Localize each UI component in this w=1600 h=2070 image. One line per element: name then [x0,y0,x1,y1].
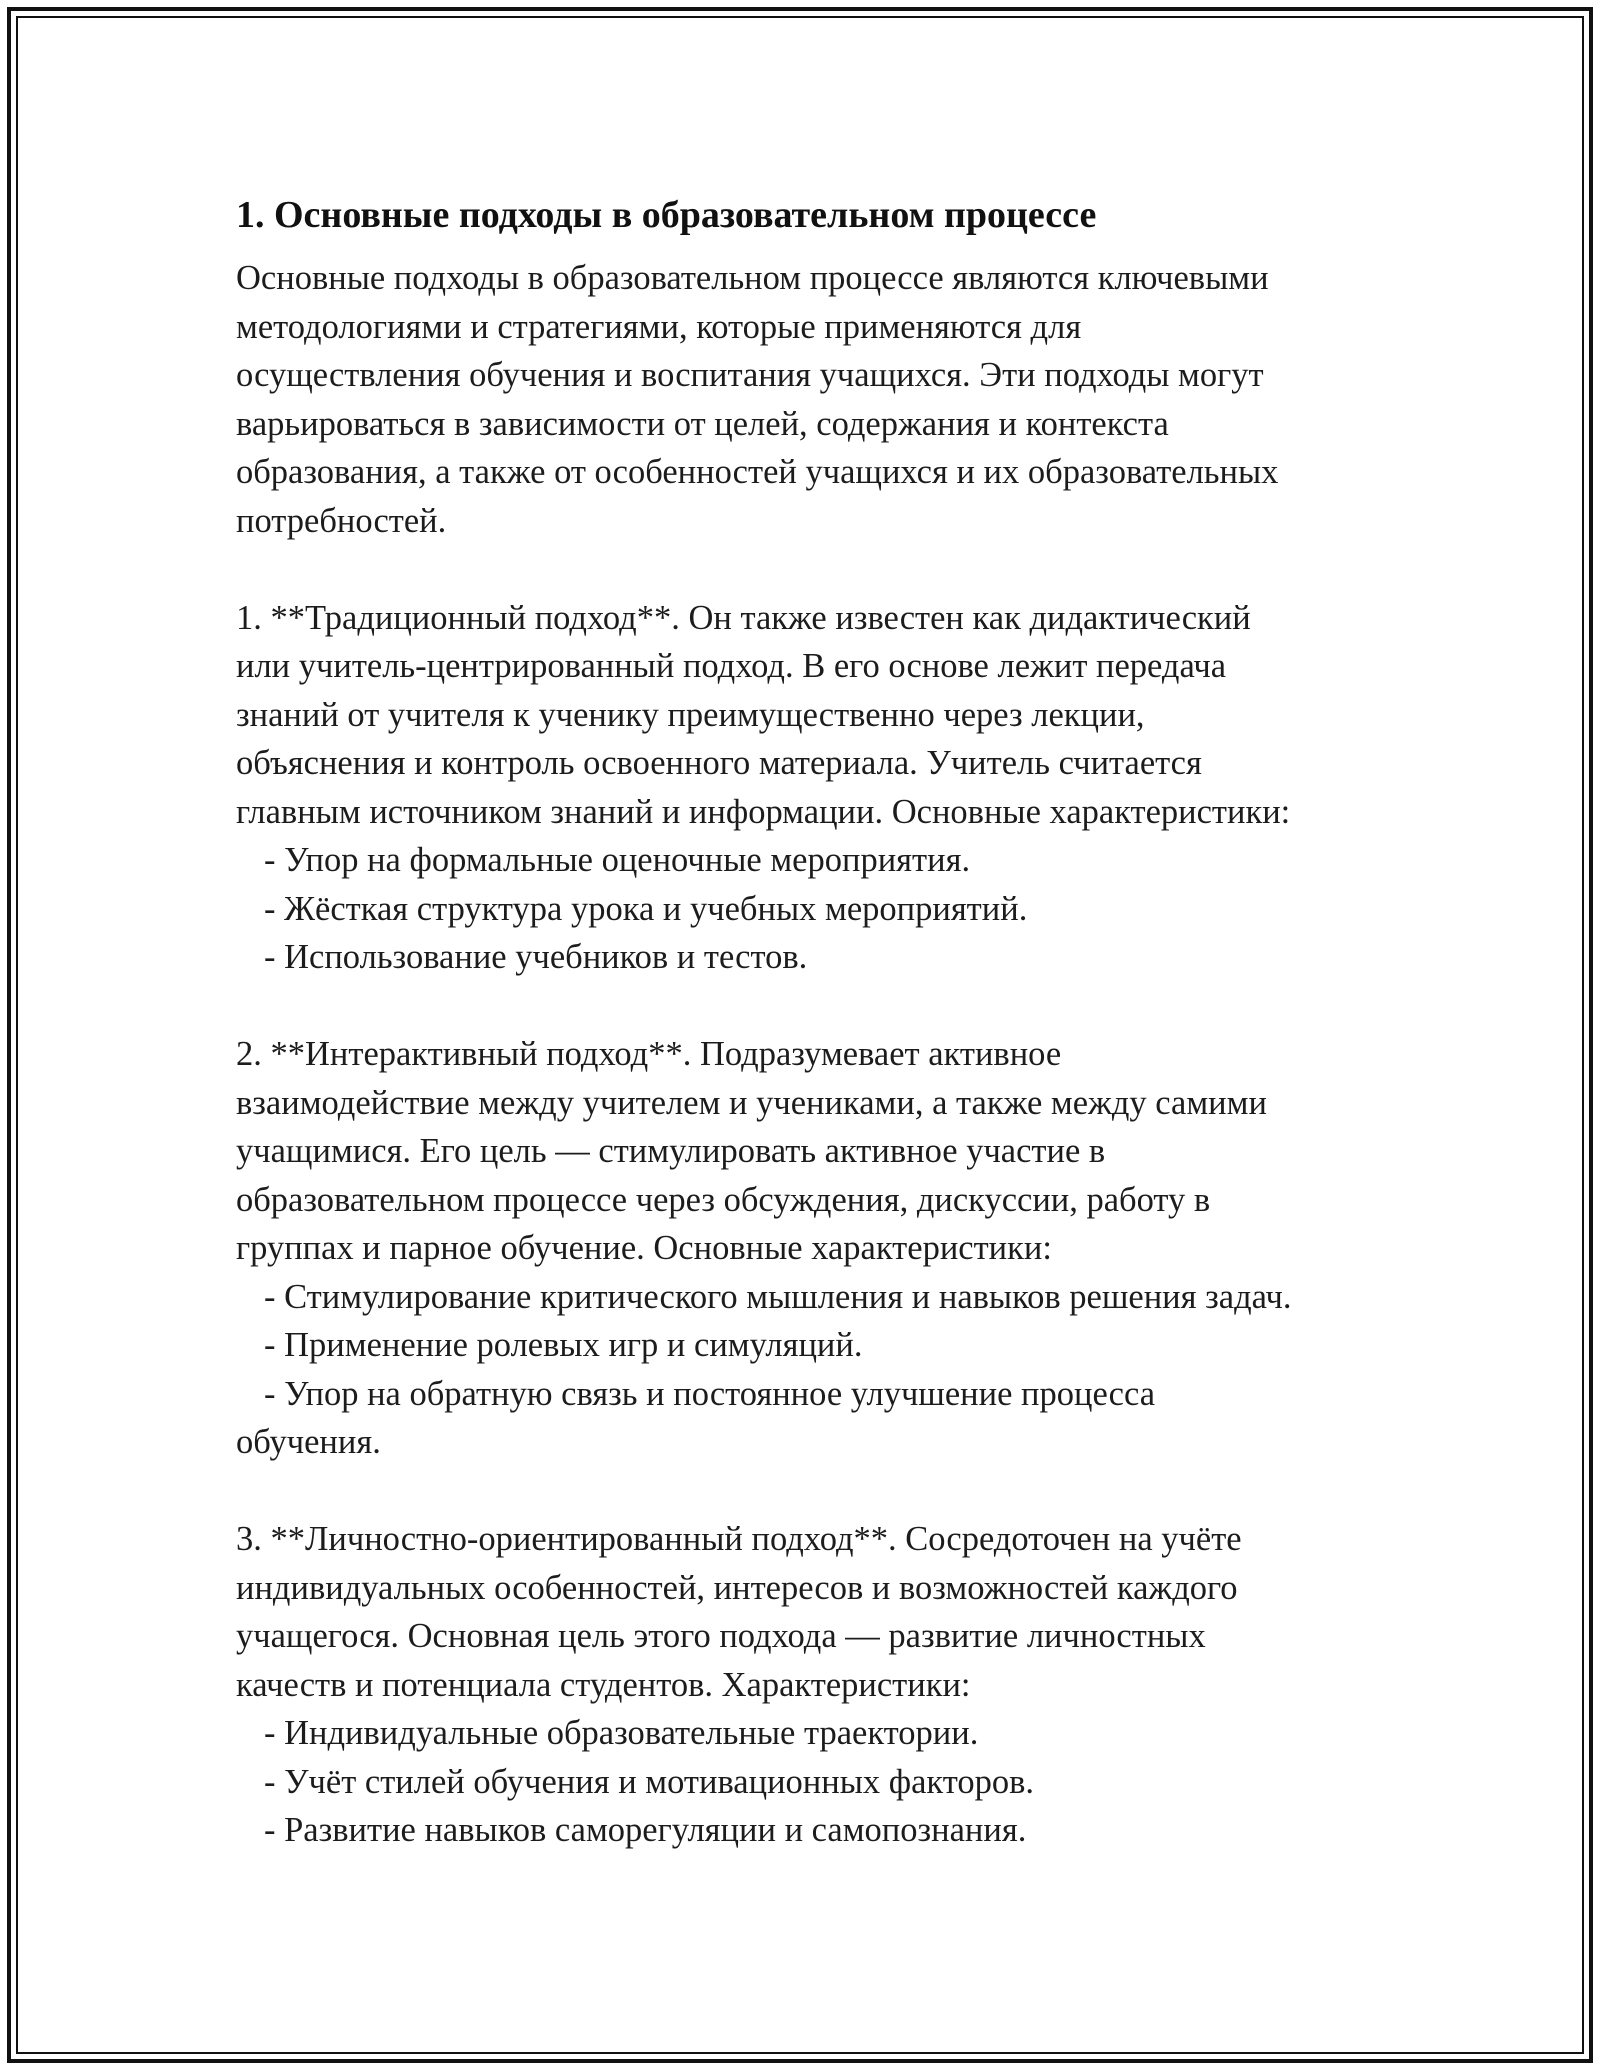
intro-paragraph [236,254,1386,545]
paragraph-spacer [236,982,1386,1031]
paragraph-spacer [236,545,1386,594]
intro-line: осуществления обучения и воспитания учащихся. Эти подходы могут [236,356,1264,394]
document-body [236,188,1386,1855]
bullet-item: - Упор на обратную связь и постоянное улучшение процесса [264,1374,1156,1413]
section-line: знаний от учителя к ученику преимущественно через лекции, [236,695,1145,734]
section-line: учащегося. Основная цель этого подхода — развитие личностных [236,1617,1206,1655]
section-line: или учитель-центрированный подход. В его основе лежит передача [236,647,1227,685]
intro-line: потребностей. [236,501,447,540]
interactive-approach-section [236,1030,1386,1467]
person-centered-approach-section [236,1515,1386,1855]
intro-line: образования, а также от особенностей учащихся и их образовательных [236,453,1279,491]
section-line: главным источником знаний и информации. Основные характеристики: [236,792,1291,831]
section-line: качеств и потенциала студентов. Характеристики: [236,1665,971,1704]
section-line: учащимися. Его цель — стимулировать активное участие в [236,1132,1106,1170]
section-line: объяснения и контроль освоенного материала. Учитель считается [236,744,1202,782]
traditional-approach-section [236,594,1386,982]
section-line: индивидуальных особенностей, интересов и возможностей каждого [236,1568,1238,1607]
bullet-item: - Упор на формальные оценочные мероприятия. [264,841,971,879]
section-line: образовательном процессе через обсуждения, дискуссии, работу в [236,1180,1211,1219]
intro-line: методологиями и стратегиями, которые применяются для [236,307,1082,346]
section-line: группах и парное обучение. Основные характеристики: [236,1229,1052,1267]
bullet-item: - Использование учебников и тестов. [264,938,808,976]
bullet-item: - Жёсткая структура урока и учебных мероприятий. [264,889,1028,928]
bullet-item: - Учёт стилей обучения и мотивационных факторов. [264,1762,1035,1801]
paragraph-spacer [236,1467,1386,1516]
bullet-item: - Развитие навыков саморегуляции и самопознания. [264,1811,1027,1849]
bullet-item: - Стимулирование критического мышления и навыков решения задач. [264,1277,1292,1316]
section-line: 3. **Личностно-ориентированный подход**. Сосредоточен на учёте [236,1520,1242,1558]
intro-line: варьироваться в зависимости от целей, содержания и контекста [236,404,1169,443]
section-heading: 1. Основные подходы в образовательном процессе [236,194,1097,236]
section-line: 1. **Традиционный подход**. Он также известен как дидактический [236,598,1251,637]
intro-line: Основные подходы в образовательном процессе являются ключевыми [236,259,1269,297]
section-line: взаимодействие между учителем и учениками, а также между самими [236,1083,1267,1122]
bullet-continuation: обучения. [236,1423,381,1461]
section-line: 2. **Интерактивный подход**. Подразумевает активное [236,1035,1062,1073]
bullet-item: - Индивидуальные образовательные траектории. [264,1714,979,1752]
bullet-item: - Применение ролевых игр и симуляций. [264,1326,863,1364]
